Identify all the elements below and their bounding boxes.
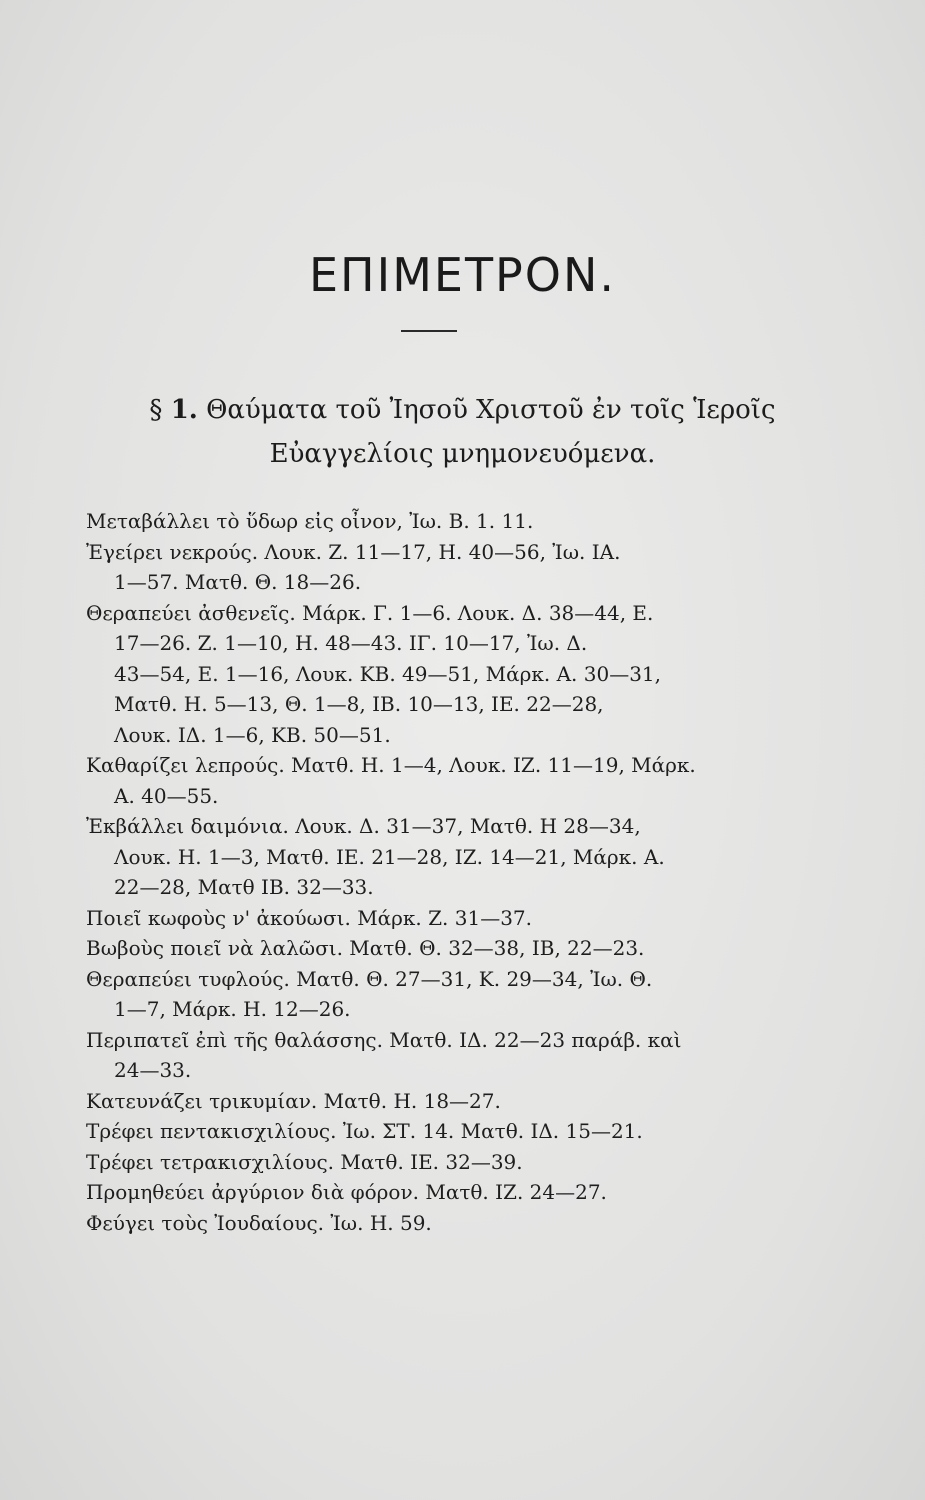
entry-line: 1—57. Ματθ. Θ. 18—26. xyxy=(114,570,362,594)
list-item xyxy=(86,1147,776,1178)
entry-line: Α. 40—55. xyxy=(114,783,219,808)
entry-line: Θεραπεύει ἀσθενεῖς. Μάρκ. Γ. 1—6. Λουκ. Δ. 38—44, Ε. xyxy=(86,600,654,625)
entry-line: Θεραπεύει τυφλούς. Ματθ. Θ. 27—31, Κ. 29—34, Ἰω. Θ. xyxy=(86,966,653,991)
list-item xyxy=(86,1086,776,1117)
section-mark: § xyxy=(149,395,163,425)
entry-line: Φεύγει τοὺς Ἰουδαίους. Ἰω. Η. 59. xyxy=(86,1210,432,1235)
section-number: 1. xyxy=(170,395,198,425)
section-title-part-1: Θαύματα τοῦ Ἰησοῦ Χριστοῦ ἐν τοῖς Ἱεροῖς xyxy=(206,395,776,425)
list-item xyxy=(86,537,776,598)
entry-line: Καθαρίζει λεπρούς. Ματθ. Η. 1—4, Λουκ. ΙΖ. 11—19, Μάρκ. xyxy=(86,753,696,777)
list-item xyxy=(86,598,776,751)
list-item xyxy=(86,1025,776,1086)
entry-line: Ματθ. Η. 5—13, Θ. 1—8, ΙΒ. 10—13, ΙΕ. 22—28, xyxy=(114,692,604,716)
entry-line: Ποιεῖ κωφοὺς ν' ἀκούωσι. Μάρκ. Ζ. 31—37. xyxy=(86,905,533,930)
entry-line: 43—54, Ε. 1—16, Λουκ. ΚΒ. 49—51, Μάρκ. Α. 30—31, xyxy=(114,661,662,686)
section-heading-line-1 xyxy=(0,388,925,432)
entry-line: Τρέφει τετρακισχιλίους. Ματθ. ΙΕ. 32—39. xyxy=(86,1149,523,1174)
section-heading-line-2: Εὐαγγελίοις μνημονευόμενα. xyxy=(269,439,656,469)
miracle-list xyxy=(86,506,776,1238)
entry-line: Προμηθεύει ἀργύριον διὰ φόρον. Ματθ. ΙΖ. 24—27. xyxy=(86,1180,607,1204)
list-item xyxy=(86,1116,776,1147)
title-divider xyxy=(401,330,457,332)
entry-line: 17—26. Ζ. 1—10, Η. 48—43. ΙΓ. 10—17, Ἰω. Δ. xyxy=(114,631,588,655)
list-item xyxy=(86,750,776,811)
entry-line: 1—7, Μάρκ. Η. 12—26. xyxy=(114,997,351,1021)
entry-line: Ἐγείρει νεκρούς. Λουκ. Ζ. 11—17, Η. 40—56, Ἰω. ΙΑ. xyxy=(86,539,621,564)
entry-line: 22—28, Ματθ ΙΒ. 32—33. xyxy=(114,875,374,899)
section-heading xyxy=(0,388,925,476)
list-item xyxy=(86,811,776,903)
list-item xyxy=(86,933,776,964)
list-item xyxy=(86,964,776,1025)
entry-line: Περιπατεῖ ἐπὶ τῆς θαλάσσης. Ματθ. ΙΔ. 22—23 παράβ. καὶ xyxy=(86,1027,682,1052)
entry-line: Κατευνάζει τρικυμίαν. Ματθ. Η. 18—27. xyxy=(86,1088,501,1113)
entry-line: Μεταβάλλει τὸ ὕδωρ εἰς οἶνον, Ἰω. Β. 1. 11. xyxy=(86,509,534,533)
entry-line: Λουκ. ΙΔ. 1—6, ΚΒ. 50—51. xyxy=(114,722,391,747)
entry-line: 24—33. xyxy=(114,1058,192,1082)
entry-line: Τρέφει πεντακισχιλίους. Ἰω. ΣΤ. 14. Ματθ. ΙΔ. 15—21. xyxy=(86,1119,643,1143)
entry-line: Λουκ. Η. 1—3, Ματθ. ΙΕ. 21—28, ΙΖ. 14—21, Μάρκ. Α. xyxy=(114,844,665,869)
entry-line: Βωβοὺς ποιεῖ νὰ λαλῶσι. Ματθ. Θ. 32—38, ΙΒ, 22—23. xyxy=(86,936,645,960)
list-item xyxy=(86,1177,776,1208)
list-item xyxy=(86,1208,776,1239)
page-title: ΕΠΙΜΕΤΡΟΝ. xyxy=(308,248,617,302)
list-item xyxy=(86,903,776,934)
list-item xyxy=(86,506,776,537)
entry-line: Ἐκβάλλει δαιμόνια. Λουκ. Δ. 31—37, Ματθ. Η 28—34, xyxy=(86,814,641,838)
